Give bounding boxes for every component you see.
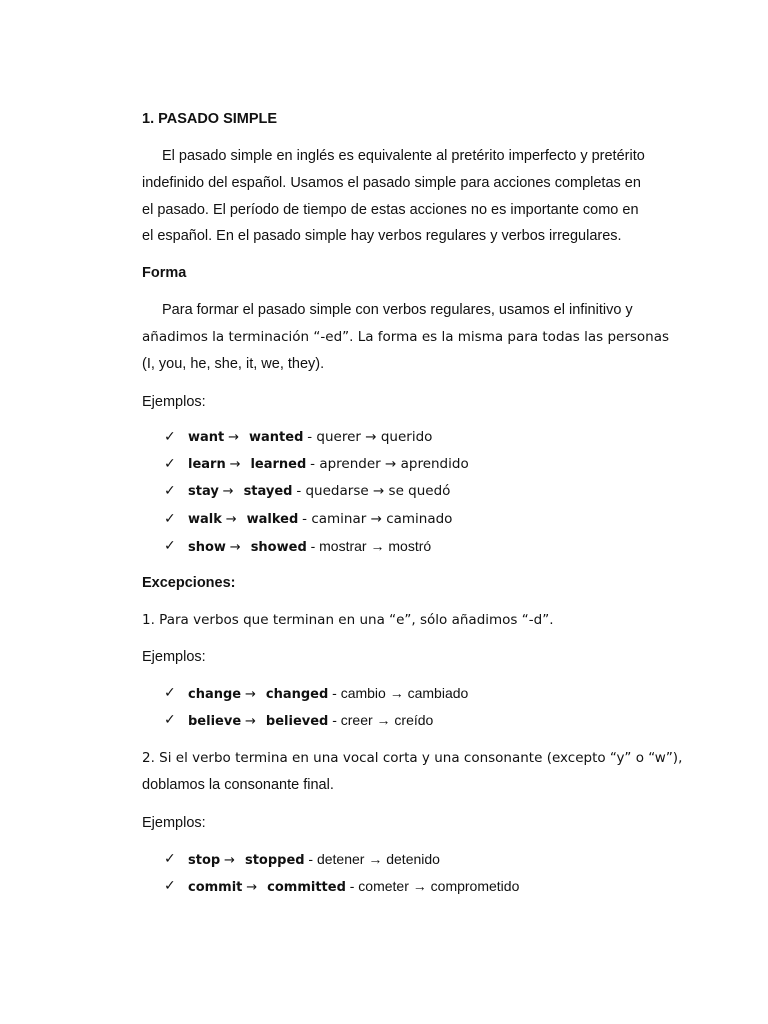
rule-2-line: doblamos la consonante final.	[142, 776, 334, 793]
verb-meaning: - detener → detenido	[308, 851, 440, 867]
forma-paragraph	[142, 297, 672, 377]
verb-base: stop	[188, 853, 221, 868]
verb-base: learn	[188, 457, 226, 473]
verb-base: show	[188, 539, 226, 555]
arrow-icon: →	[222, 484, 234, 500]
intro-paragraph	[142, 143, 672, 250]
arrow-icon: →	[246, 880, 258, 896]
verb-past: walked	[246, 511, 299, 527]
excepciones-heading: Excepciones:	[142, 575, 236, 591]
verb-base: believe	[188, 714, 242, 730]
check-icon: ✓	[164, 712, 176, 729]
verb-meaning: - creer → creído	[332, 712, 434, 729]
examples-label: Ejemplos:	[142, 649, 206, 665]
verb-past: stayed	[243, 484, 293, 500]
verb-past: stopped	[244, 853, 305, 868]
arrow-icon: →	[229, 539, 241, 555]
intro-line: el español. En el pasado simple hay verbos regulares y verbos irregulares.	[142, 228, 622, 245]
rule-2-line: 2. Si el verbo termina en una vocal corta y una consonante (excepto “y” o “w”),	[142, 750, 683, 766]
check-icon: ✓	[164, 537, 176, 554]
verb-base: walk	[188, 511, 222, 527]
check-icon: ✓	[164, 851, 176, 867]
verb-meaning: - cambio → cambiado	[332, 685, 469, 701]
verb-meaning: - caminar → caminado	[302, 510, 453, 527]
forma-line: (I, you, he, she, it, we, they).	[142, 355, 325, 372]
verb-past: showed	[250, 539, 307, 555]
verb-meaning: - mostrar → mostró	[310, 537, 432, 554]
verb-past: wanted	[249, 430, 304, 445]
arrow-icon: →	[225, 511, 237, 527]
forma-line: añadimos la terminación “-ed”. La forma es la misma para todas las personas	[142, 328, 670, 345]
check-icon: ✓	[164, 878, 176, 895]
verb-past: believed	[265, 714, 329, 730]
arrow-icon: →	[228, 430, 240, 445]
check-icon: ✓	[164, 510, 176, 527]
verb-meaning: - querer → querido	[307, 429, 433, 445]
verb-meaning: - cometer → comprometido	[349, 878, 520, 895]
intro-line: El pasado simple en inglés es equivalente al pretérito imperfecto y pretérito	[162, 148, 645, 164]
rule-2	[142, 745, 683, 799]
verb-past: learned	[250, 457, 307, 473]
verb-past: changed	[265, 687, 329, 702]
forma-heading: Forma	[142, 265, 187, 281]
check-icon: ✓	[164, 483, 176, 500]
rule-1: 1. Para verbos que terminan en una “e”, sólo añadimos “-d”.	[142, 612, 554, 628]
intro-line: indefinido del español. Usamos el pasado simple para acciones completas en	[142, 174, 641, 191]
check-icon: ✓	[164, 685, 176, 701]
verb-past: committed	[267, 880, 346, 896]
intro-line: el pasado. El período de tiempo de estas acciones no es importante como en	[142, 201, 639, 218]
check-icon: ✓	[164, 456, 176, 473]
verb-meaning: - aprender → aprendido	[310, 456, 469, 473]
arrow-icon: →	[245, 714, 256, 730]
check-icon: ✓	[164, 429, 176, 445]
examples-label: Ejemplos:	[142, 394, 206, 410]
verb-base: want	[188, 430, 225, 445]
arrow-icon: →	[244, 687, 256, 702]
verb-meaning: - quedarse → se quedó	[296, 483, 451, 500]
examples-label: Ejemplos:	[142, 815, 206, 831]
arrow-icon: →	[229, 457, 241, 473]
verb-base: change	[188, 687, 242, 702]
verb-base: stay	[188, 484, 219, 500]
forma-line: Para formar el pasado simple con verbos regulares, usamos el infinitivo y	[162, 302, 633, 318]
section-title: 1. PASADO SIMPLE	[142, 111, 278, 127]
verb-base: commit	[188, 880, 243, 896]
arrow-icon: →	[224, 853, 235, 868]
